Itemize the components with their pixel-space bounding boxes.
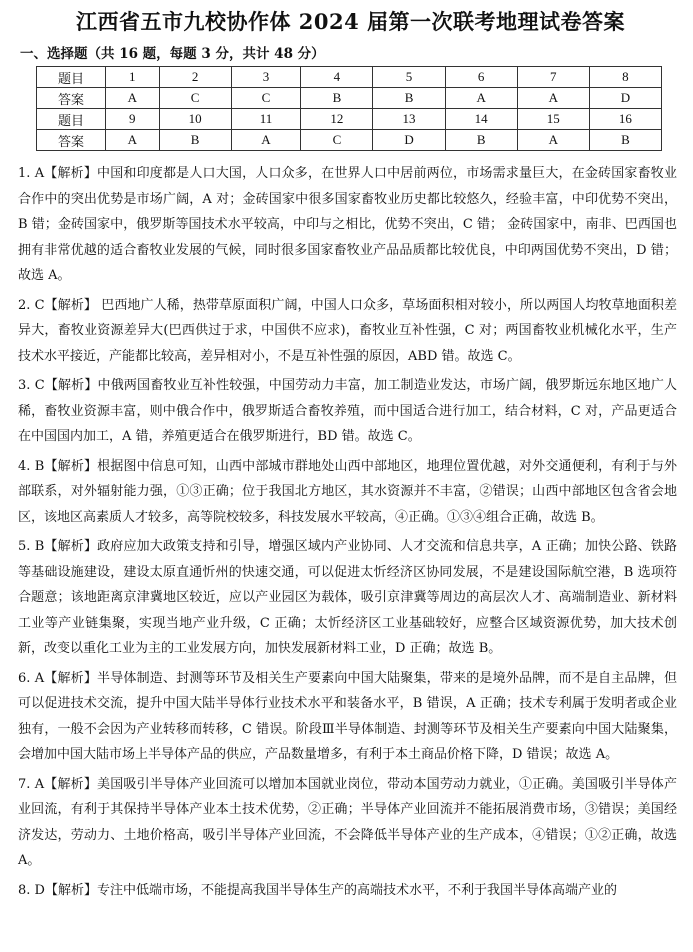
question-number-cell: 13 <box>373 109 445 130</box>
row-label-answer: 答案 <box>37 130 106 151</box>
answer-cell: B <box>589 130 661 151</box>
question-number-cell: 10 <box>159 109 231 130</box>
question-number-cell: 6 <box>445 67 517 88</box>
row-label-number: 题目 <box>37 67 106 88</box>
row-label-number: 题目 <box>37 109 106 130</box>
explanation-item: 3. C【解析】中俄两国畜牧业互补性较强，中国劳动力丰富，加工制造业发达，市场广阔，俄罗斯远东地区地广人稀，畜牧业资源丰富，则中俄合作中，俄罗斯适合畜牧养殖，而中国适合进行加工，结合材料，C 对，产品更适合在中国国内加工，A 错，养殖更适合在俄罗斯进行，BD 错。故选 C。 <box>18 378 677 444</box>
question-number-cell: 8 <box>589 67 661 88</box>
question-number-cell: 14 <box>445 109 517 130</box>
answer-cell: C <box>159 88 231 109</box>
answer-cell: A <box>106 88 160 109</box>
answer-table <box>36 66 662 151</box>
row-label-answer: 答案 <box>37 88 106 109</box>
answer-cell: A <box>517 88 589 109</box>
explanation-item: 8. D【解析】专注中低端市场，不能提高我国半导体生产的高端技术水平，不利于我国半导体高端产业的 <box>18 882 617 898</box>
answer-cell: C <box>301 130 373 151</box>
question-number-cell: 2 <box>159 67 231 88</box>
question-number-cell: 9 <box>106 109 160 130</box>
table-row <box>37 109 662 130</box>
answer-cell: A <box>517 130 589 151</box>
explanation-item: 1. A【解析】中国和印度都是人口大国，人口众多，在世界人口中居前两位，市场需求量巨大，在金砖国家畜牧业合作中的突出优势是市场广阔，A 对；金砖国家中很多国家畜牧业历史都比较悠久，经验丰富，中印优势不突出，B 错；金砖国家中，俄罗斯等国技术水平较高，中印与之相比，优势不突出，C 错； 金砖国家中，南非、巴西国也拥有非常优越的适合畜牧业发展的气候，同时很多国家畜牧业产品品质都比较优良，中印两国优势不突出，D 错；故选 A。 <box>18 166 677 283</box>
explanation-item: 6. A【解析】半导体制造、封测等环节及相关生产要素向中国大陆聚集，带来的是境外品牌，而不是自主品牌，但可以促进技术交流，提升中国大陆半导体行业技术水平和装备水平，B 错误，A 正确；技术专利属于发明者或企业独有，一般不会因为产业转移而转移，C 错误。阶段Ⅲ半导体制造、封测等环节及相关生产要素向中国大陆聚集，会增加中国大陆市场上半导体产品的供应，产品数量增多，有利于本土商品价格下降，D 错误；故选 A。 <box>18 670 677 762</box>
explanation-item: 5. B【解析】政府应加大政策支持和引导，增强区域内产业协同、人才交流和信息共享，A 正确；加快公路、铁路等基础设施建设，建设太原直通忻州的快速交通，可以促进太忻经济区协同发展，不是建设国际航空港，B 选项符合题意；该地距离京津冀地区较近，应以产业园区为载体，吸引京津冀等周边的高层次人才、高端制造业、新材料工业等产业链集聚，实现当地产业升级，C 正确；太忻经济区工业基础较好，应整合区域资源优势，加大技术创新，改变以重化工业为主的工业发展方向，加快发展新材料工业，D 正确；故选 B。 <box>18 539 677 656</box>
explanation-item: 7. A【解析】美国吸引半导体产业回流可以增加本国就业岗位，带动本国劳动力就业，①正确。美国吸引半导体产业回流，有利于其保持半导体产业本土技术优势，②正确；半导体产业回流并不能拓展消费市场，③错误；美国经济发达，劳动力、土地价格高，吸引半导体产业回流，不会降低半导体产业的生产成本，④错误；①②正确，故选 A。 <box>18 776 677 868</box>
question-number-cell: 3 <box>231 67 301 88</box>
question-number-cell: 1 <box>106 67 160 88</box>
question-number-cell: 16 <box>589 109 661 130</box>
answer-cell: A <box>106 130 160 151</box>
question-number-cell: 7 <box>517 67 589 88</box>
explanation-list <box>18 161 683 903</box>
table-row <box>37 88 662 109</box>
answer-cell: A <box>231 130 301 151</box>
explanation-item: 2. C【解析】 巴西地广人稀，热带草原面积广阔，中国人口众多，草场面积相对较小，所以两国人均牧草地面积差异大，畜牧业资源差异大(巴西供过于求，中国供不应求)，畜牧业互补性强，C 对；两国畜牧业机械化水平，生产技术水平接近，产能都比较高，差异相对小，不是互补性强的原因，ABD 错。故选 C。 <box>18 297 677 364</box>
question-number-cell: 4 <box>301 67 373 88</box>
answer-cell: B <box>445 130 517 151</box>
answer-cell: B <box>301 88 373 109</box>
question-number-cell: 5 <box>373 67 445 88</box>
answer-cell: B <box>373 88 445 109</box>
question-number-cell: 12 <box>301 109 373 130</box>
question-number-cell: 11 <box>231 109 301 130</box>
section-header: 一、选择题（共 16 题，每题 3 分，共计 48 分） <box>20 46 325 62</box>
table-row <box>37 130 662 151</box>
answer-cell: B <box>159 130 231 151</box>
question-number-cell: 15 <box>517 109 589 130</box>
table-row <box>37 67 662 88</box>
explanation-item: 4. B【解析】根据图中信息可知，山西中部城市群地处山西中部地区，地理位置优越，对外交通便利，有利于与外部联系，对外辐射能力强，①③正确；位于我国北方地区，其水资源并不丰富，②错误；山西中部地区包含省会地区，该地区高素质人才较多，高等院校较多，科技发展水平较高，④正确。①③④组合正确，故选 B。 <box>18 458 677 525</box>
document-title: 江西省五市九校协作体 2024 届第一次联考地理试卷答案 <box>75 9 626 34</box>
answer-cell: C <box>231 88 301 109</box>
answer-cell: D <box>589 88 661 109</box>
answer-cell: A <box>445 88 517 109</box>
answer-sheet-page <box>0 6 693 952</box>
answer-cell: D <box>373 130 445 151</box>
